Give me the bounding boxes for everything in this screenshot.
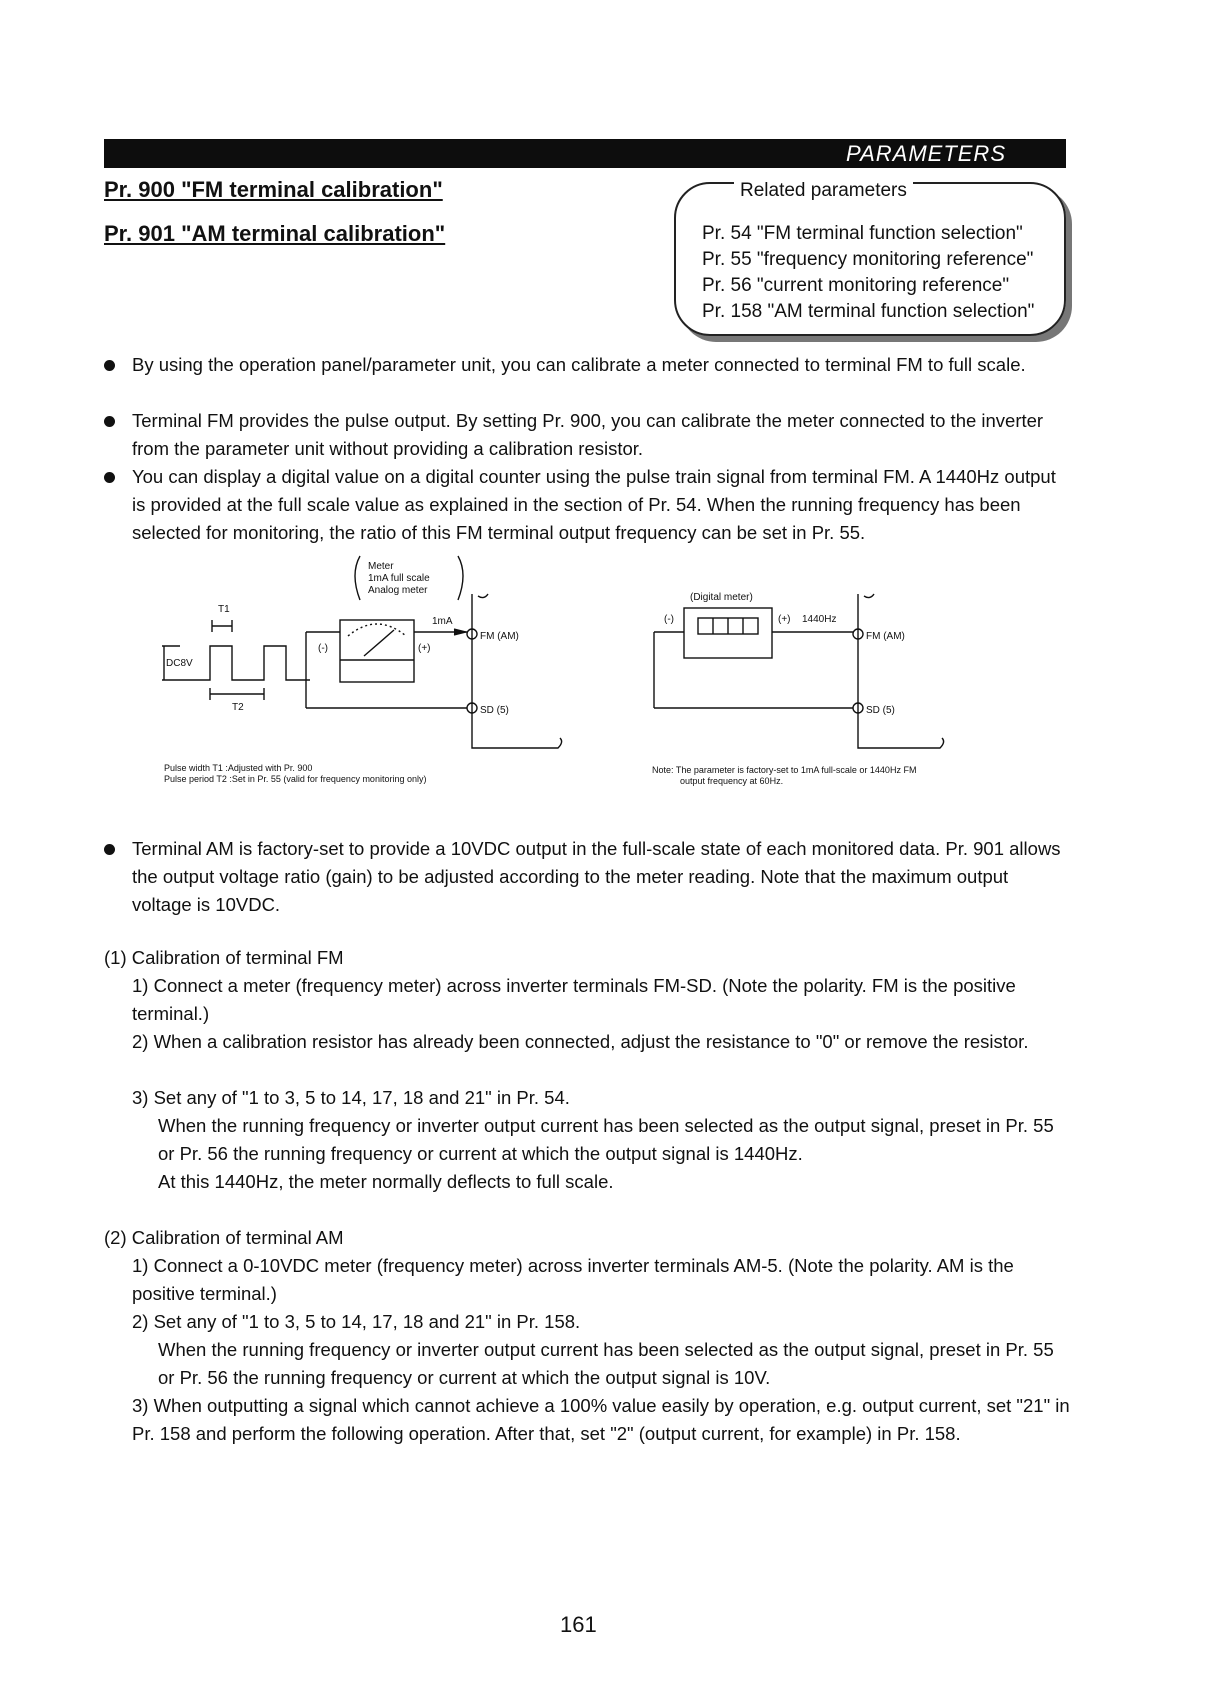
inverter-outline-left: [472, 594, 562, 748]
note-right-2: output frequency at 60Hz.: [680, 776, 784, 786]
section2-step: 1) Connect a 0-10VDC meter (frequency meter) across inverter terminals AM-5. (Note the polarity. AM is the positive terminal.): [132, 1255, 1014, 1304]
digital-meter-label: (Digital meter): [690, 592, 753, 603]
digital-minus-label: (-): [664, 614, 674, 625]
analog-plus-label: (+): [418, 643, 431, 654]
bullet-icon: [104, 416, 115, 427]
related-item: Pr. 158 "AM terminal function selection": [702, 301, 1035, 322]
section1-step3-note: At this 1440Hz, the meter normally deflects to full scale.: [158, 1171, 614, 1192]
bullet-icon: [104, 360, 115, 371]
section-header-title: PARAMETERS: [846, 141, 1006, 166]
note-left-2: Pulse period T2 :Set in Pr. 55 (valid for frequency monitoring only): [164, 774, 427, 784]
section1-heading: (1) Calibration of terminal FM: [104, 947, 344, 968]
note-right-1: Note: The parameter is factory-set to 1mA full-scale or 1440Hz FM: [652, 765, 917, 775]
fm-am-label-right: FM (AM): [866, 631, 905, 642]
title-pr901: Pr. 901 "AM terminal calibration": [104, 221, 446, 246]
page-number: 161: [560, 1612, 597, 1637]
inverter-break-left: [478, 594, 488, 598]
bullet-text: Terminal FM provides the pulse output. By setting Pr. 900, you can calibrate the meter connected to the inverter from the parameter unit without providing a calibration resistor.: [132, 410, 1044, 459]
meter-label-bracket-left: [355, 556, 360, 600]
sd-label-right: SD (5): [866, 705, 895, 716]
fm-am-label-left: FM (AM): [480, 631, 519, 642]
section1-step: 3) Set any of "1 to 3, 5 to 14, 17, 18 and 21" in Pr. 54.: [132, 1087, 570, 1108]
bullet-icon: [104, 844, 115, 855]
t2-label: T2: [232, 702, 244, 713]
hz1440-label: 1440Hz: [802, 614, 837, 625]
meter-label-1: Meter: [368, 561, 394, 572]
inverter-outline-right: [858, 594, 944, 748]
section1-step3-detail: When the running frequency or inverter output current has been selected as the output signal, preset in Pr. 55 or Pr. 56 the running frequency or current at which the output signal is 1440Hz.: [158, 1115, 1054, 1164]
related-parameters-heading: Related parameters: [734, 180, 913, 202]
related-item: Pr. 56 "current monitoring reference": [702, 275, 1010, 296]
digital-plus-label: (+): [778, 614, 791, 625]
section2-step2-detail: When the running frequency or inverter output current has been selected as the output signal, preset in Pr. 55 or Pr. 56 the running frequency or current at which the output signal is 10V.: [158, 1339, 1054, 1388]
analog-meter-needle: [364, 630, 394, 656]
dc8v-label: DC8V: [166, 658, 193, 669]
meter-label-bracket-right: [458, 556, 463, 600]
t1-label: T1: [218, 604, 230, 615]
analog-minus-label: (-): [318, 643, 328, 654]
related-item: Pr. 55 "frequency monitoring reference": [702, 249, 1034, 270]
wiring-diagram: [150, 552, 1030, 808]
bullet-icon: [104, 472, 115, 483]
section1-step: 1) Connect a meter (frequency meter) across inverter terminals FM-SD. (Note the polarity. FM is the positive terminal.): [132, 975, 1016, 1024]
one-ma-label: 1mA: [432, 616, 453, 627]
section-header-bar: [104, 139, 1066, 168]
note-left-1: Pulse width T1 :Adjusted with Pr. 900: [164, 763, 313, 773]
section2-heading: (2) Calibration of terminal AM: [104, 1227, 344, 1248]
section1-step: 2) When a calibration resistor has already been connected, adjust the resistance to "0" or remove the resistor.: [132, 1031, 1029, 1052]
analog-meter-scale: [348, 624, 406, 636]
meter-label-3: Analog meter: [368, 585, 428, 596]
sd-label-left: SD (5): [480, 705, 509, 716]
bullet-text: By using the operation panel/parameter unit, you can calibrate a meter connected to terminal FM to full scale.: [132, 354, 1026, 375]
bullet-text: You can display a digital value on a digital counter using the pulse train signal from terminal FM. A 1440Hz output is provided at the full scale value as explained in the section of Pr. 54. When the running frequency has been selected for monitoring, the ratio of this FM terminal output frequency can be set in Pr. 55.: [132, 466, 1056, 543]
section2-step: 3) When outputting a signal which cannot achieve a 100% value easily by operation, e.g. output current, set "21" in Pr. 158 and perform the following operation. After that, set "2" (output current, for example) in Pr. 158.: [132, 1395, 1070, 1444]
bullet-text: Terminal AM is factory-set to provide a 10VDC output in the full-scale state of each monitored data. Pr. 901 allows the output voltage ratio (gain) to be adjusted according to the meter reading. Note that the maximum output voltage is 10VDC.: [132, 838, 1061, 915]
related-parameters-box: [674, 182, 1066, 336]
meter-label-2: 1mA full scale: [368, 573, 430, 584]
related-item: Pr. 54 "FM terminal function selection": [702, 223, 1023, 244]
analog-meter-body: [340, 620, 414, 682]
inverter-break-right: [864, 594, 874, 598]
section2-step: 2) Set any of "1 to 3, 5 to 14, 17, 18 and 21" in Pr. 158.: [132, 1311, 581, 1332]
title-pr900: Pr. 900 "FM terminal calibration": [104, 177, 443, 202]
